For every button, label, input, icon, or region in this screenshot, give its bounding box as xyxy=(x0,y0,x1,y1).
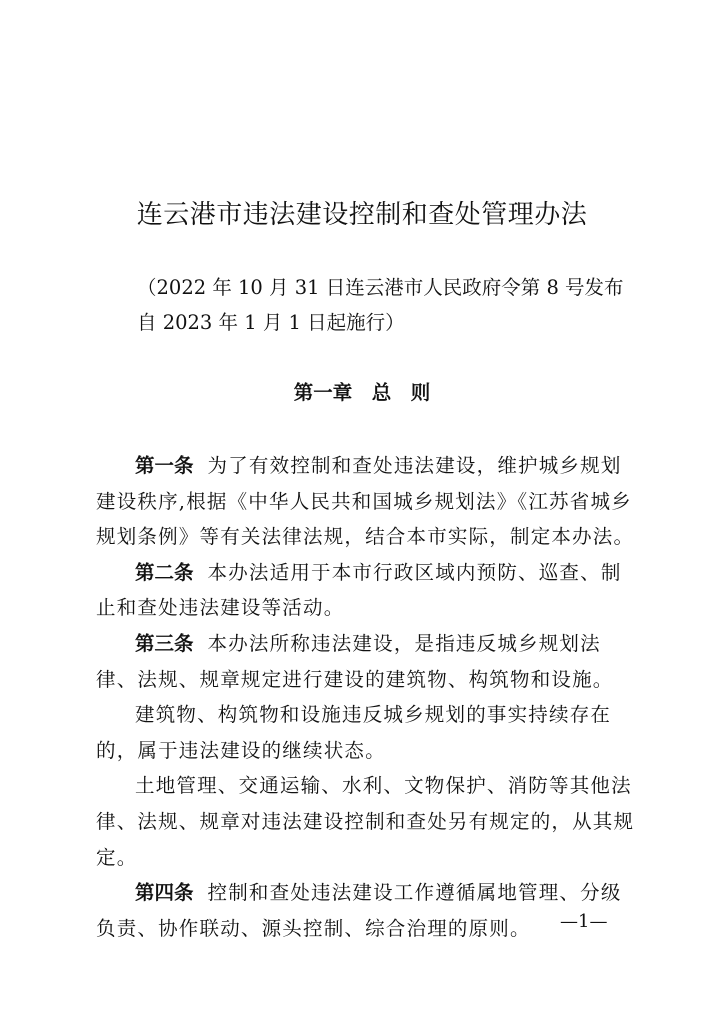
article-3-paragraph-3 xyxy=(96,768,636,875)
page-number: —1— xyxy=(560,911,608,932)
article-4 xyxy=(96,875,636,946)
article-3-paragraph-2 xyxy=(96,697,636,768)
article-1-heading: 第一条 xyxy=(135,454,194,477)
chapter-heading: 第一章 总 则 xyxy=(293,381,431,404)
article-3-paragraph-3-text: 土地管理、交通运输、水利、文物保护、消防等其他法律、法规、规章对违法建设控制和查处另有规定的，从其规定。 xyxy=(96,774,635,869)
article-3-text: 本办法所称违法建设，是指违反城乡规划法律、法规、规章规定进行建设的建筑物、构筑物和设施。 xyxy=(96,631,614,691)
promulgation-note-line-2: 自 2023 年 1 月 1 日起施行） xyxy=(137,311,405,334)
article-4-text: 控制和查处违法建设工作遵循属地管理、分级负责、协作联动、源头控制、综合治理的原则。 xyxy=(96,881,622,940)
article-2 xyxy=(96,555,636,626)
article-2-text: 本办法适用于本市行政区域内预防、巡查、制止和查处违法建设等活动。 xyxy=(96,560,622,620)
body-text xyxy=(96,448,636,946)
article-1 xyxy=(96,448,636,555)
article-3-paragraph-2-text: 建筑物、构筑物和设施违反城乡规划的事实持续存在的，属于违法建设的继续状态。 xyxy=(96,703,612,762)
promulgation-note-line-1: （2022 年 10 月 31 日连云港市人民政府令第 8 号发布 xyxy=(137,276,624,299)
article-2-heading: 第二条 xyxy=(135,560,194,584)
article-4-heading: 第四条 xyxy=(135,881,194,905)
article-3-heading: 第三条 xyxy=(135,631,194,655)
article-3 xyxy=(96,626,636,697)
document-title: 连云港市违法建设控制和查处管理办法 xyxy=(136,200,588,230)
article-1-text: 为了有效控制和查处违法建设，维护城乡规划建设秩序,根据《中华人民共和国城乡规划法》《江苏省城乡规划条例》等有关法律法规，结合本市实际，制定本办法。 xyxy=(96,454,635,549)
